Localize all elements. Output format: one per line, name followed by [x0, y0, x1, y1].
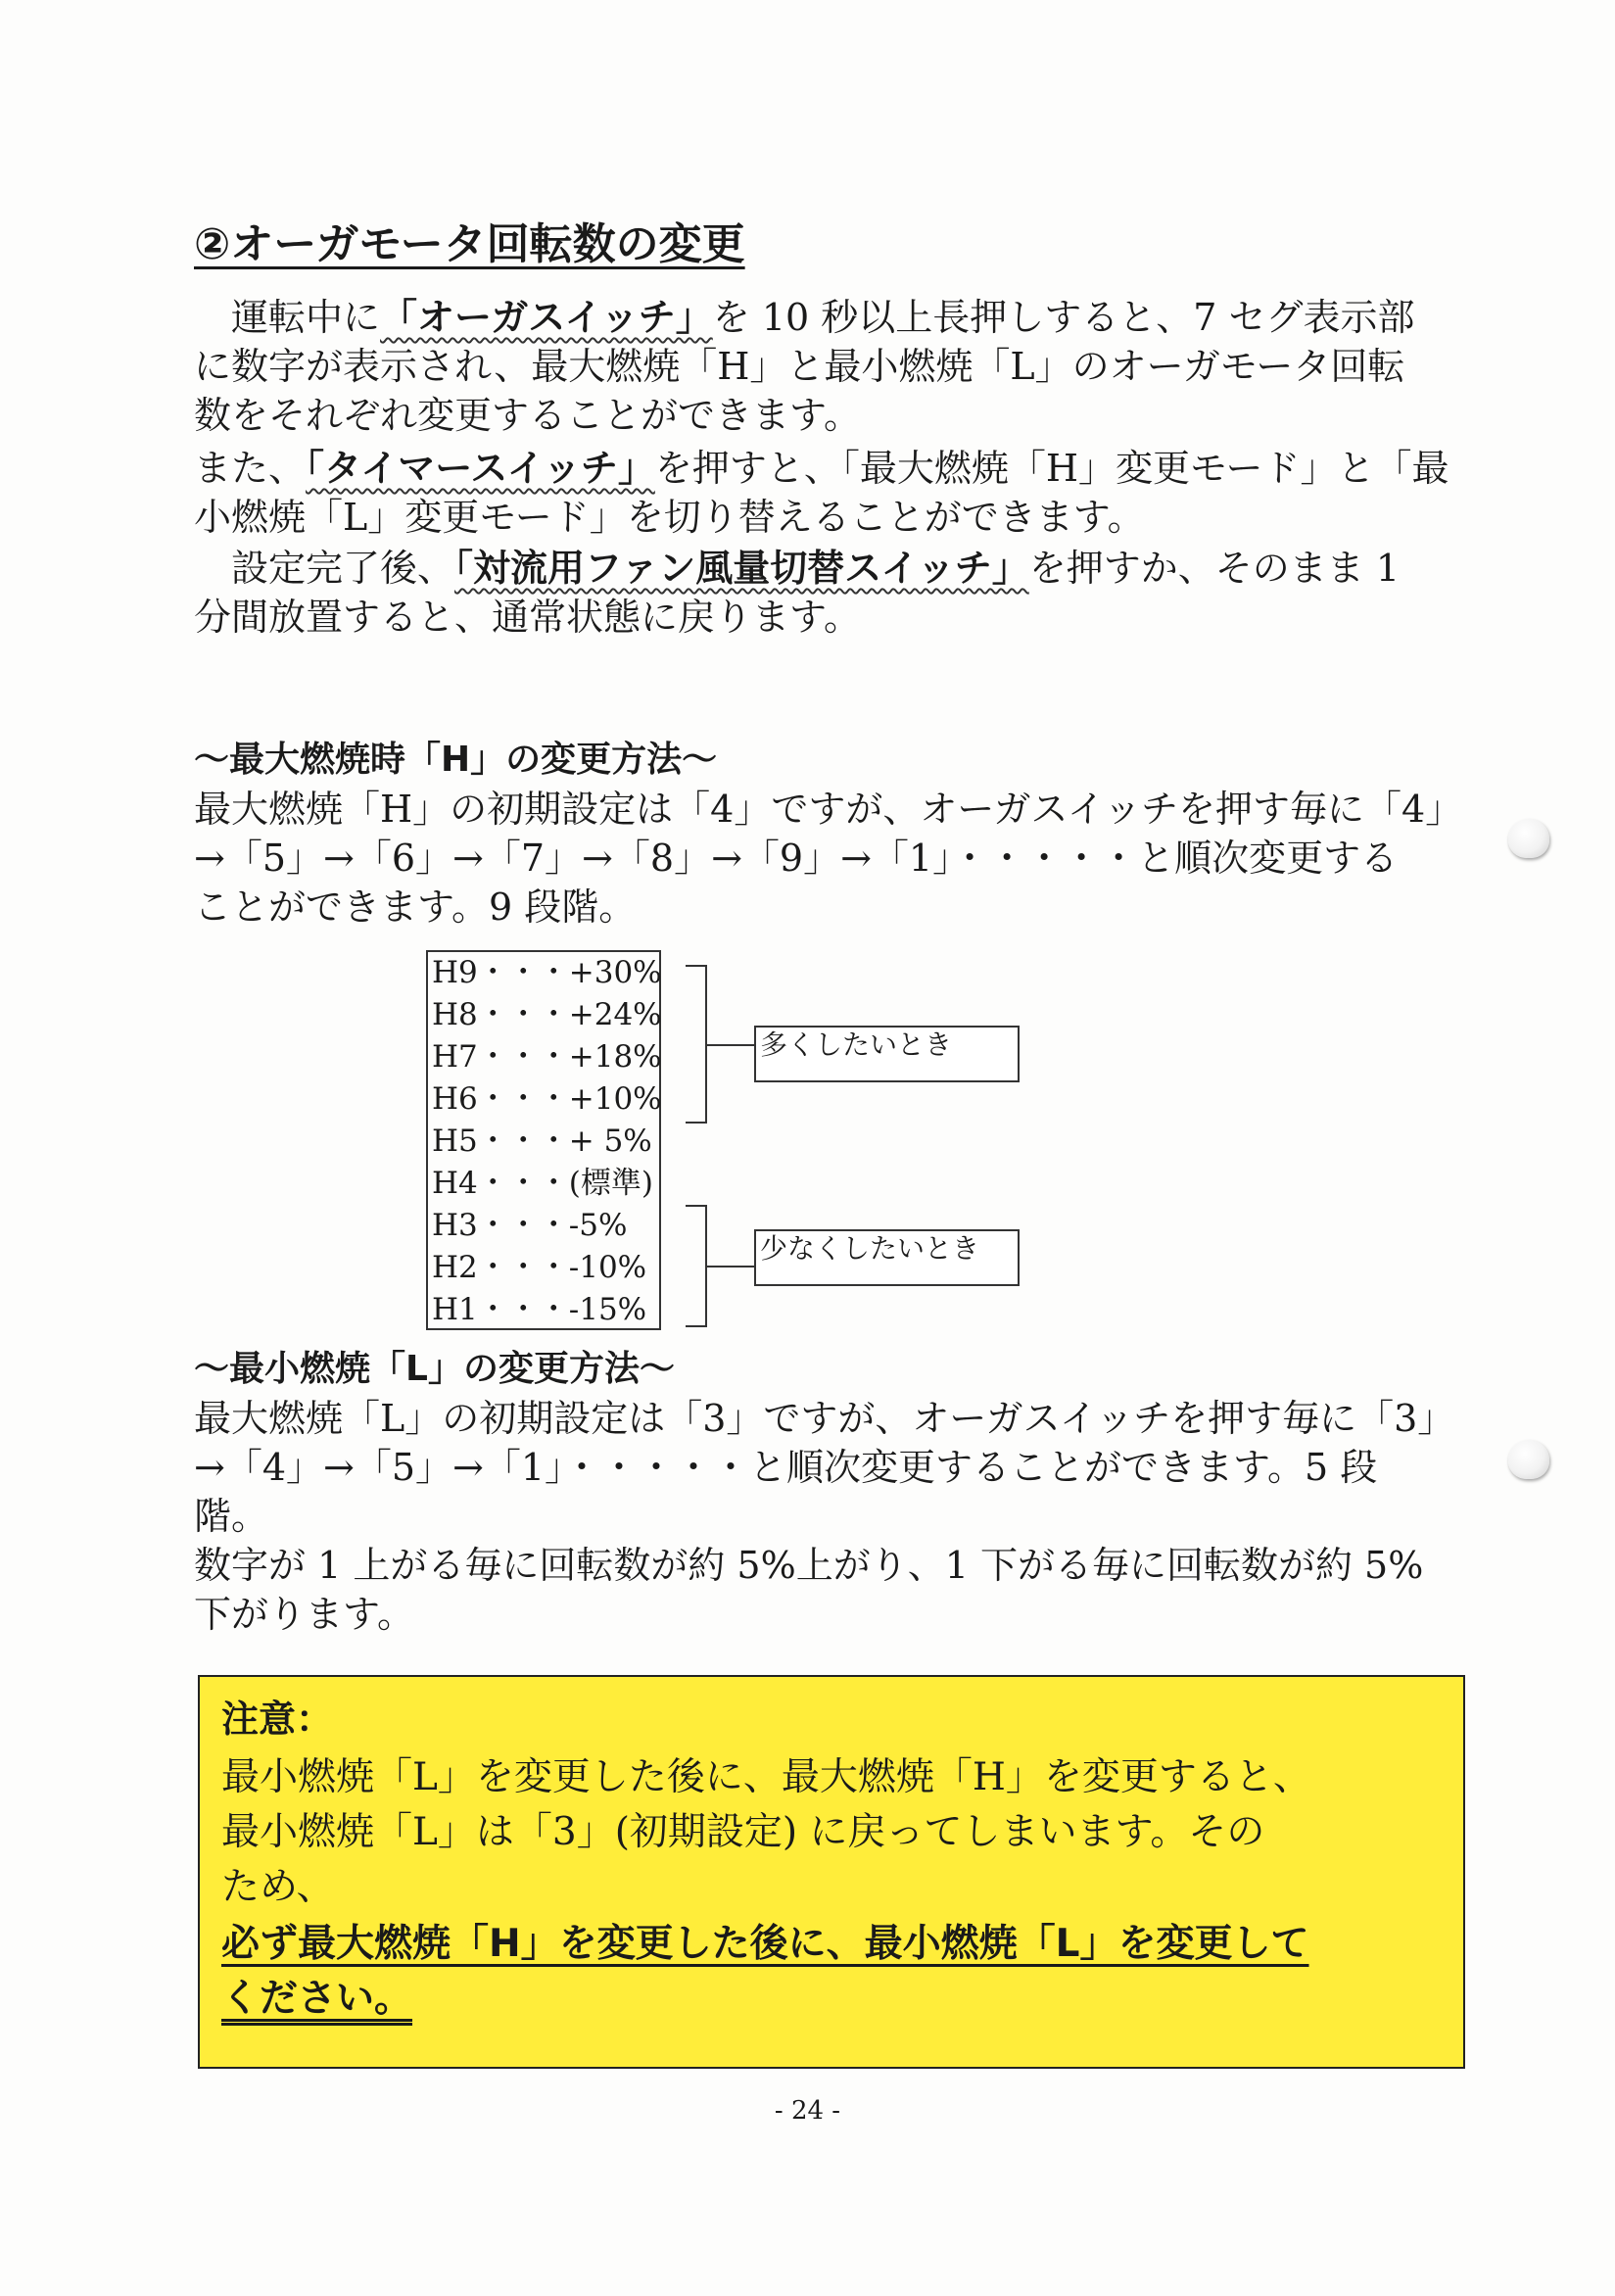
l-section-line: 下がります。 [194, 1593, 414, 1636]
notice-line: 最小燃焼「L」を変更した後に、最大燃焼「H」を変更すると、 [221, 1755, 1311, 1799]
notice-line: 最小燃焼「L」は「3」(初期設定) に戻ってしまいます。その [221, 1810, 1265, 1854]
level-row: H8・・・+24% [432, 997, 662, 1032]
level-row: H3・・・-5% [432, 1208, 628, 1243]
intro-line: に数字が表示され、最大燃焼「H」と最小燃焼「L」のオーガモータ回転 [194, 345, 1405, 388]
page-number: - 24 - [774, 2096, 841, 2126]
h-section-line: 最大燃焼「H」の初期設定は「4」ですが、オーガスイッチを押す毎に「4」 [194, 788, 1463, 831]
level-row: H4・・・(標準) [432, 1166, 653, 1201]
decrease-brace [686, 1205, 707, 1327]
level-row: H6・・・+10% [432, 1081, 662, 1117]
level-table [426, 950, 661, 1330]
intro-line: 小燃焼「L」変更モード」を切り替えることができます。 [194, 496, 1145, 539]
h-section-line: →「5」→「6」→「7」→「8」→「9」→「1」・・・・・と順次変更する [194, 837, 1399, 880]
section-title: ②オーガモータ回転数の変更 [194, 219, 745, 269]
l-section-line: 最大燃焼「L」の初期設定は「3」ですが、オーガスイッチを押す毎に「3」 [194, 1397, 1455, 1440]
notice-emphasis: ください。 [221, 1977, 413, 2021]
intro-line: また、「タイマースイッチ」を押すと、「最大燃焼「H」変更モード」と「最 [194, 447, 1449, 490]
notice-title: 注意： [221, 1698, 334, 1741]
increase-label-box: 多くしたいとき [754, 1026, 1020, 1082]
level-row: H9・・・+30% [432, 955, 662, 990]
notice-line: ため、 [221, 1865, 335, 1909]
level-row: H7・・・+18% [432, 1039, 662, 1075]
punch-hole [1508, 1440, 1549, 1479]
decrease-label-box: 少なくしたいとき [754, 1229, 1020, 1286]
notice-emphasis: 必ず最大燃焼「H」を変更した後に、最小燃焼「L」を変更して [221, 1922, 1309, 1966]
timer-switch-term: 「タイマースイッチ」 [306, 447, 655, 490]
intro-line: 設定完了後、「対流用ファン風量切替スイッチ」を押すか、そのまま 1 [231, 547, 1401, 590]
increase-brace [686, 965, 707, 1124]
h-section-heading: ～最大燃焼時「H」の変更方法～ [194, 740, 718, 780]
fan-switch-term: 「対流用ファン風量切替スイッチ」 [454, 547, 1029, 590]
level-row: H2・・・-10% [432, 1250, 647, 1285]
l-section-line: 階。 [194, 1495, 269, 1538]
h-section-line: ことができます。9 段階。 [194, 885, 637, 929]
l-section-heading: ～最小燃焼「L」の変更方法～ [194, 1349, 675, 1389]
increase-brace-tick [707, 1044, 754, 1046]
level-row: H5・・・+ 5% [432, 1124, 652, 1159]
decrease-brace-tick [707, 1266, 754, 1268]
intro-line: 数をそれぞれ変更することができます。 [194, 394, 861, 437]
intro-line: 運転中に「オーガスイッチ」を 10 秒以上長押しすると、7 セグ表示部 [231, 296, 1415, 339]
intro-line: 分間放置すると、通常状態に戻ります。 [194, 596, 861, 639]
notice-box [198, 1675, 1465, 2069]
level-row: H1・・・-15% [432, 1292, 647, 1327]
punch-hole [1508, 819, 1549, 858]
l-section-line: 数字が 1 上がる毎に回転数が約 5%上がり、1 下がる毎に回転数が約 5% [194, 1544, 1424, 1587]
auger-switch-term: 「オーガスイッチ」 [380, 296, 713, 339]
l-section-line: →「4」→「5」→「1」・・・・・と順次変更することができます。5 段 [194, 1446, 1378, 1489]
